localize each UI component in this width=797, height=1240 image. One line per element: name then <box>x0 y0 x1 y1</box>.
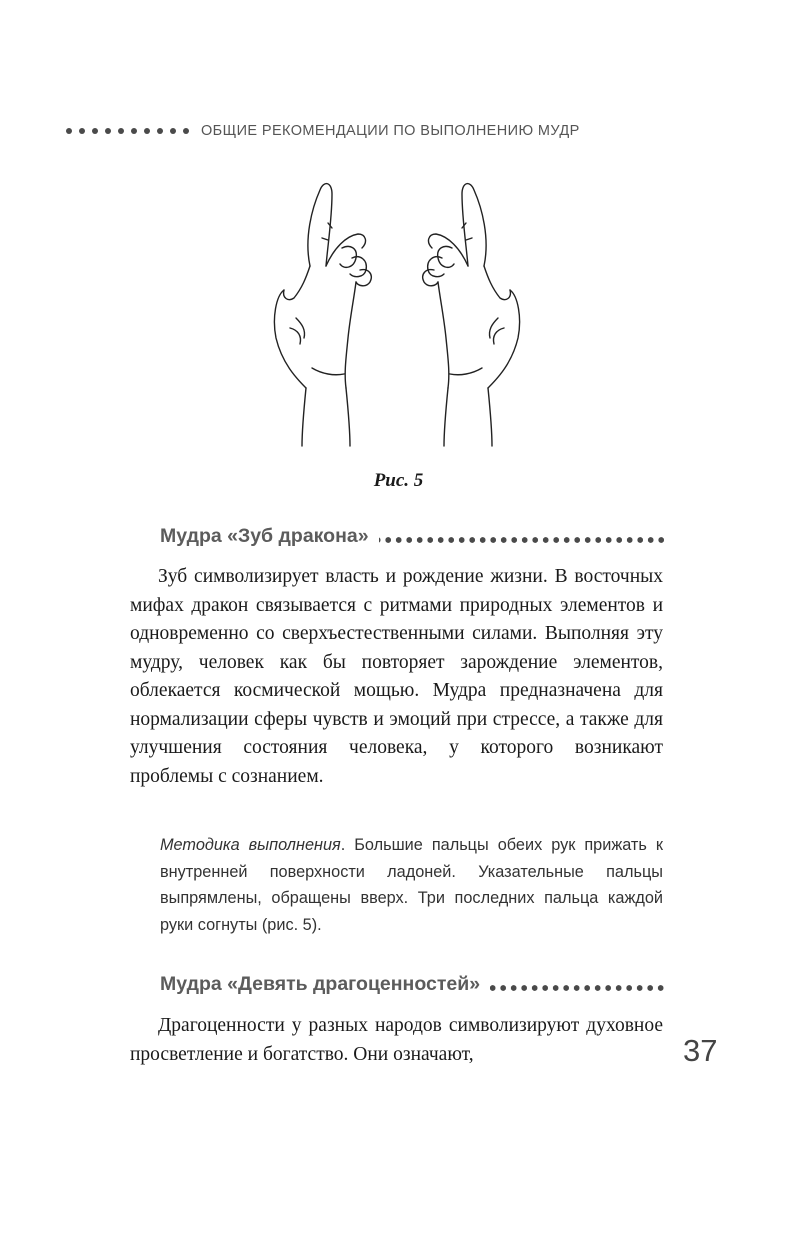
right-hand-drawing <box>423 184 520 446</box>
method-block <box>160 832 663 938</box>
dot-icon <box>170 128 176 134</box>
dot-icon <box>66 128 72 134</box>
header-dots <box>66 128 189 134</box>
dot-icon <box>183 128 189 134</box>
section-paragraph: Зуб символизирует власть и рождение жизни. В восточных мифах дракон связывается с ритмами природных элементов и одновременно со сверхъестественными силами. Выполняя эту мудру, человек как бы повторяет зарождение элементов, облекается космической мощью. Мудра предназначена для нормализации сферы чувств и эмоций при стрессе, а также для улучшения состояния человека, у которого возникают проблемы с сознанием. <box>130 566 663 787</box>
dot-icon <box>157 128 163 134</box>
dot-icon <box>144 128 150 134</box>
section-paragraph: Драгоценности у разных народов символизируют духовное просветление и богатство. Они означают, <box>130 1015 663 1065</box>
figure-caption: Рис. 5 <box>373 470 424 491</box>
dot-icon <box>79 128 85 134</box>
heading-dots-icon <box>490 984 666 992</box>
section-heading-dragon-tooth <box>160 522 666 550</box>
dot-icon <box>131 128 137 134</box>
section-heading-nine-gems <box>160 970 666 998</box>
header-title: ОБЩИЕ РЕКОМЕНДАЦИИ ПО ВЫПОЛНЕНИЮ МУДР <box>201 123 580 139</box>
method-text: . Большие пальцы обеих рук прижать к внутренней поверхности ладоней. Указательные пальцы выпрямлены, обращены вверх. Три последних пальца каждой руки согнуты (рис. 5). <box>160 836 663 934</box>
dot-icon <box>118 128 124 134</box>
page-number: 37 <box>683 1033 718 1068</box>
left-hand-drawing <box>274 184 371 446</box>
section-heading-text: Мудра «Девять драгоценностей» <box>160 972 481 995</box>
dot-icon <box>105 128 111 134</box>
heading-dots-icon <box>379 536 666 544</box>
running-header <box>66 121 666 141</box>
hands-mudra-illustration-icon <box>262 178 532 448</box>
section-heading-text: Мудра «Зуб дракона» <box>160 524 369 547</box>
dot-icon <box>92 128 98 134</box>
method-label: Методика выполнения <box>160 836 341 854</box>
